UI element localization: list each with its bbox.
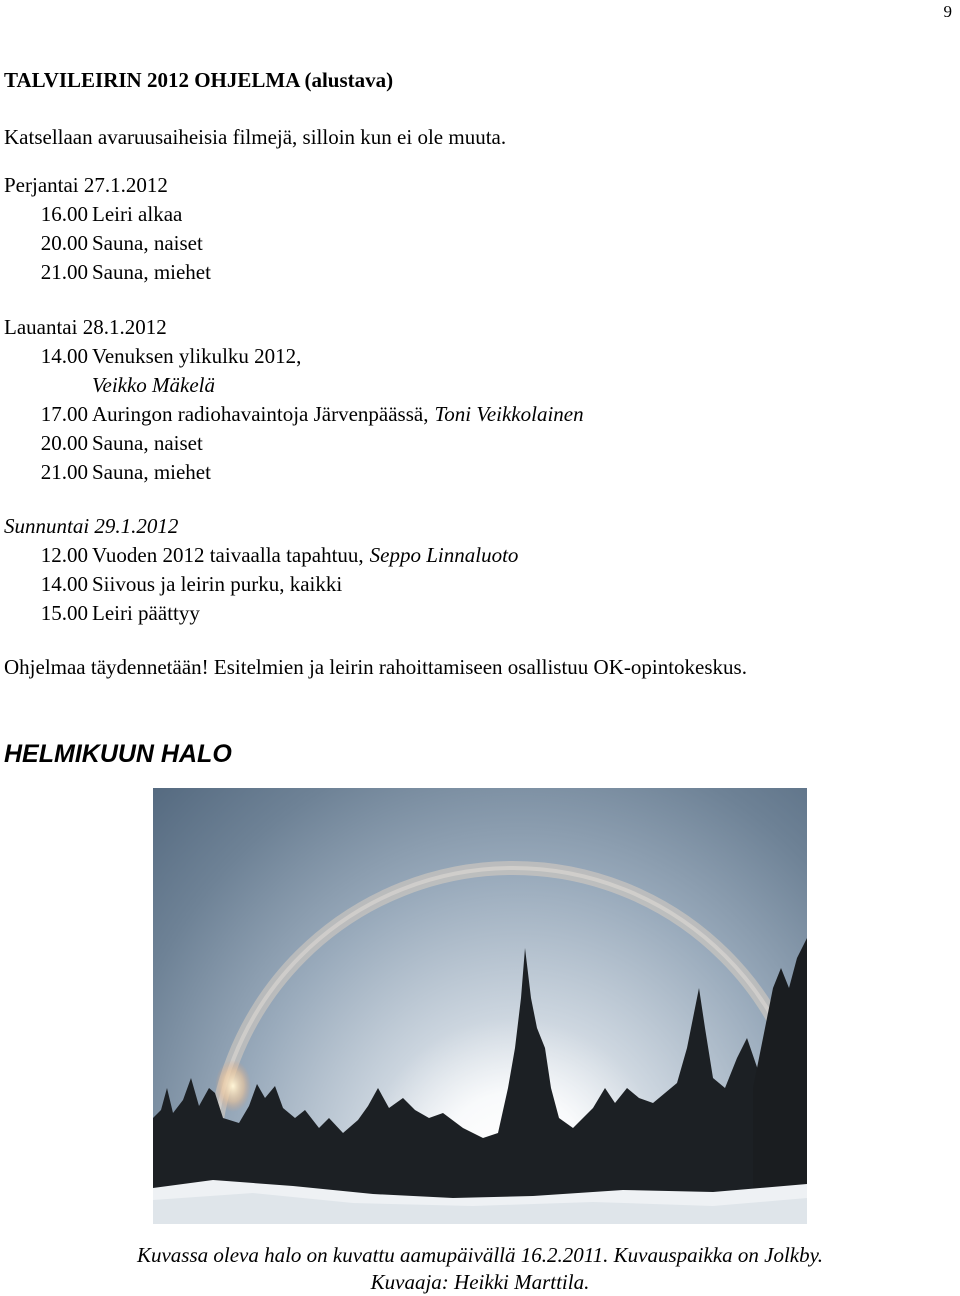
photo-caption-line1: Kuvassa oleva halo on kuvattu aamupäivällä 16.2.2011. Kuvauspaikka on Jolkby. [136,1243,824,1267]
schedule-text: Vuoden 2012 taivaalla tapahtuu, [92,543,364,567]
halo-photo [153,788,807,1224]
speaker-name: Seppo Linnaluoto [369,543,519,567]
program-note: Ohjelmaa täydennetään! Esitelmien ja leirin rahoittamiseen osallistuu OK-opintokeskus. [4,655,747,679]
day-heading-saturday: Lauantai 28.1.2012 [4,315,167,339]
day-saturday [4,313,584,487]
program-intro: Katsellaan avaruusaiheisia filmejä, silloin kun ei ole muuta. [4,125,507,149]
schedule-time: 15.00 [40,601,88,625]
schedule-text: Sauna, naiset [92,231,203,255]
schedule-text: Auringon radiohavaintoja Järvenpäässä, [92,402,429,426]
schedule-text: Leiri päättyy [92,601,200,625]
schedule-time: 14.00 [40,572,88,596]
schedule-time: 21.00 [40,460,88,484]
schedule-time: 14.00 [40,344,88,368]
schedule-row [4,599,518,628]
speaker-name: Veikko Mäkelä [92,373,216,397]
schedule-row [4,258,211,287]
day-heading-sunday: Sunnuntai 29.1.2012 [4,514,179,538]
day-friday [4,171,211,287]
schedule-text: Sauna, miehet [92,260,211,284]
schedule-row [4,458,584,487]
schedule-row [4,229,211,258]
speaker-name: Toni Veikkolainen [434,402,584,426]
schedule-row [4,400,584,429]
sundog [215,1060,251,1112]
schedule-time: 20.00 [40,431,88,455]
halo-title: HELMIKUUN HALO [4,740,232,768]
schedule-text: Siivous ja leirin purku, kaikki [92,572,343,596]
schedule-time: 20.00 [40,231,88,255]
schedule-time: 16.00 [40,202,88,226]
schedule-row-continued [4,371,584,400]
day-heading-friday: Perjantai 27.1.2012 [4,173,168,197]
program-title: TALVILEIRIN 2012 OHJELMA (alustava) [4,68,394,92]
schedule-time: 21.00 [40,260,88,284]
schedule-text: Venuksen ylikulku 2012, [92,344,302,368]
schedule-time: 17.00 [40,402,88,426]
schedule-text: Sauna, miehet [92,460,211,484]
photo-caption-line2: Kuvaaja: Heikki Marttila. [370,1270,590,1294]
schedule-text: Leiri alkaa [92,202,183,226]
schedule-text: Sauna, naiset [92,431,203,455]
schedule-row [4,570,518,599]
schedule-row [4,541,518,570]
schedule-time: 12.00 [40,543,88,567]
day-sunday [4,512,518,628]
schedule-row [4,342,584,371]
schedule-row [4,200,211,229]
schedule-row [4,429,584,458]
halo-photo-illustration [153,788,807,1224]
page-number: 9 [943,2,952,21]
